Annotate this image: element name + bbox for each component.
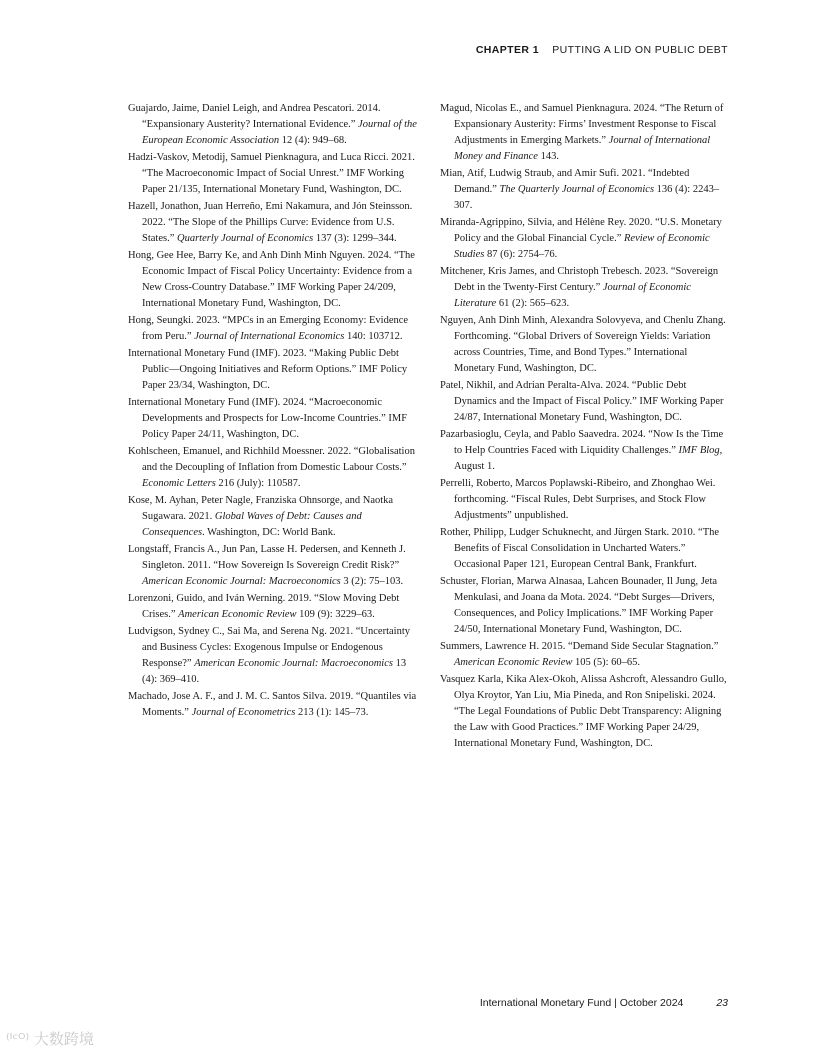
reference-entry: Pazarbasioglu, Ceyla, and Pablo Saavedra. 2024. “Now Is the Time to Help Countries Faced with Liquidity Challenges.” IMF Blog, August 1.	[440, 429, 724, 472]
reference-entry: Hong, Gee Hee, Barry Ke, and Anh Dinh Minh Nguyen. 2024. “The Economic Impact of Fiscal Policy Uncertainty: Evidence from a New Cross-Country Database.” IMF Working Paper 24/209, International Monetary Fund, Washington, DC.	[128, 250, 415, 309]
reference-entry: Nguyen, Anh Dinh Minh, Alexandra Solovyeva, and Chenlu Zhang. Forthcoming. “Global Drivers of Sovereign Yields: Variation across Countries, Time, and Bond Types.” International Monetary Fund, Washington, DC.	[440, 315, 726, 374]
footer-publisher: International Monetary Fund | October 2024	[479, 997, 684, 1009]
reference-entry: Kose, M. Ayhan, Peter Nagle, Franziska Ohnsorge, and Naotka Sugawara. 2021. Global Waves of Debt: Causes and Consequences. Washington, DC: World Bank.	[128, 495, 394, 538]
reference-entry: International Monetary Fund (IMF). 2024. “Macroeconomic Developments and Prospects for Low-Income Countries.” IMF Policy Paper 24/11, Washington, DC.	[128, 397, 408, 440]
reference-entry: Rother, Philipp, Ludger Schuknecht, and Jürgen Stark. 2010. “The Benefits of Fiscal Consolidation in Uncharted Waters.” Occasional Paper 121, European Central Bank, Frankfurt.	[440, 527, 720, 570]
reference-entry: Patel, Nikhil, and Adrian Peralta-Alva. 2024. “Public Debt Dynamics and the Impact of Fiscal Policy.” IMF Working Paper 24/87, International Monetary Fund, Washington, DC.	[440, 380, 724, 423]
reference-entry: Summers, Lawrence H. 2015. “Demand Side Secular Stagnation.” American Economic Review 105 (5): 60–65.	[440, 641, 719, 668]
reference-entry: Schuster, Florian, Marwa Alnasaa, Lahcen Bounader, Il Jung, Jeta Menkulasi, and Joana da Mota. 2024. “Debt Surges—Drivers, Consequences, and Policy Implications.” IMF Working Paper 24/50, International Monetary Fund, Washington, DC.	[440, 576, 718, 635]
reference-entry: Mitchener, Kris James, and Christoph Trebesch. 2023. “Sovereign Debt in the Twenty-First Century.” Journal of Economic Literature 61 (2): 565–623.	[440, 266, 719, 309]
reference-entry: Magud, Nicolas E., and Samuel Pienknagura. 2024. “The Return of Expansionary Austerity: Firms’ Investment Response to Fiscal Adjustments in Emerging Markets.” Journal of International Money and Finance 143.	[440, 103, 724, 162]
reference-entry: Ludvigson, Sydney C., Sai Ma, and Serena Ng. 2021. “Uncertainty and Business Cycles: Exogenous Impulse or Endogenous Response?” American Economic Journal: Macroeconomics 13 (4): 369–410.	[128, 626, 410, 685]
reference-entry: Kohlscheen, Emanuel, and Richhild Moessner. 2022. “Globalisation and the Decoupling of Inflation from Domestic Labour Costs.” Economic Letters 216 (July): 110587.	[128, 446, 415, 489]
reference-entry: Machado, Jose A. F., and J. M. C. Santos Silva. 2019. “Quantiles via Moments.” Journal of Econometrics 213 (1): 145–73.	[128, 691, 417, 718]
reference-entry: Vasquez Karla, Kika Alex-Okoh, Alissa Ashcroft, Alessandro Gullo, Olya Kroytor, Yan Liu, Mia Pineda, and Ron Snipeliski. 2024. “The Legal Foundations of Public Debt Transparency: Aligning the Law with Good Practices.” IMF Working Paper 24/29, International Monetary Fund, Washington, DC.	[440, 674, 727, 749]
reference-entry: Guajardo, Jaime, Daniel Leigh, and Andrea Pescatori. 2014. “Expansionary Austerity? International Evidence.” Journal of the European Economic Association 12 (4): 949–68.	[128, 103, 417, 146]
reference-entry: Longstaff, Francis A., Jun Pan, Lasse H. Pedersen, and Kenneth J. Singleton. 2011. “How Sovereign Is Sovereign Credit Risk?” American Economic Journal: Macroeconomics 3 (2): 75–103.	[128, 544, 406, 587]
reference-entry: Mian, Atif, Ludwig Straub, and Amir Sufi. 2021. “Indebted Demand.” The Quarterly Journal of Economics 136 (4): 2243–307.	[440, 168, 720, 211]
reference-entry: Perrelli, Roberto, Marcos Poplawski-Ribeiro, and Zhonghao Wei. forthcoming. “Fiscal Rules, Debt Surprises, and Stock Flow Adjustments” unpublished.	[440, 478, 716, 521]
reference-entry: Lorenzoni, Guido, and Iván Werning. 2019. “Slow Moving Debt Crises.” American Economic Review 109 (9): 3229–63.	[128, 593, 400, 620]
reference-entry: Hong, Seungki. 2023. “MPCs in an Emerging Economy: Evidence from Peru.” Journal of International Economics 140: 103712.	[128, 315, 409, 342]
references-right-column	[440, 101, 730, 753]
page-footer	[480, 997, 728, 1009]
page-number: 23	[716, 997, 728, 1009]
reference-entry: Miranda-Agrippino, Silvia, and Hélène Rey. 2020. “U.S. Monetary Policy and the Global Financial Cycle.” Review of Economic Studies 87 (6): 2754–76.	[440, 217, 722, 260]
chapter-label: CHAPTER 1	[475, 44, 539, 56]
reference-entry: International Monetary Fund (IMF). 2023. “Making Public Debt Public—Ongoing Initiatives and Reform Options.” IMF Policy Paper 23/34, Washington, DC.	[128, 348, 408, 391]
reference-entry: Hadzi-Vaskov, Metodij, Samuel Pienknagura, and Luca Ricci. 2021. “The Macroeconomic Impact of Social Unrest.” IMF Working Paper 21/135, International Monetary Fund, Washington, DC.	[128, 152, 415, 195]
running-header	[476, 44, 728, 56]
watermark-logo: ⁽ᴵᶜᴼ⁾ 大数跨境	[6, 1030, 94, 1048]
references-left-column	[128, 101, 418, 722]
reference-entry: Hazell, Jonathon, Juan Herreño, Emi Nakamura, and Jón Steinsson. 2022. “The Slope of the Phillips Curve: Evidence from U.S. States.” Quarterly Journal of Economics 137 (3): 1299–344.	[128, 201, 413, 244]
chapter-title: PUTTING A LID ON PUBLIC DEBT	[552, 44, 728, 56]
